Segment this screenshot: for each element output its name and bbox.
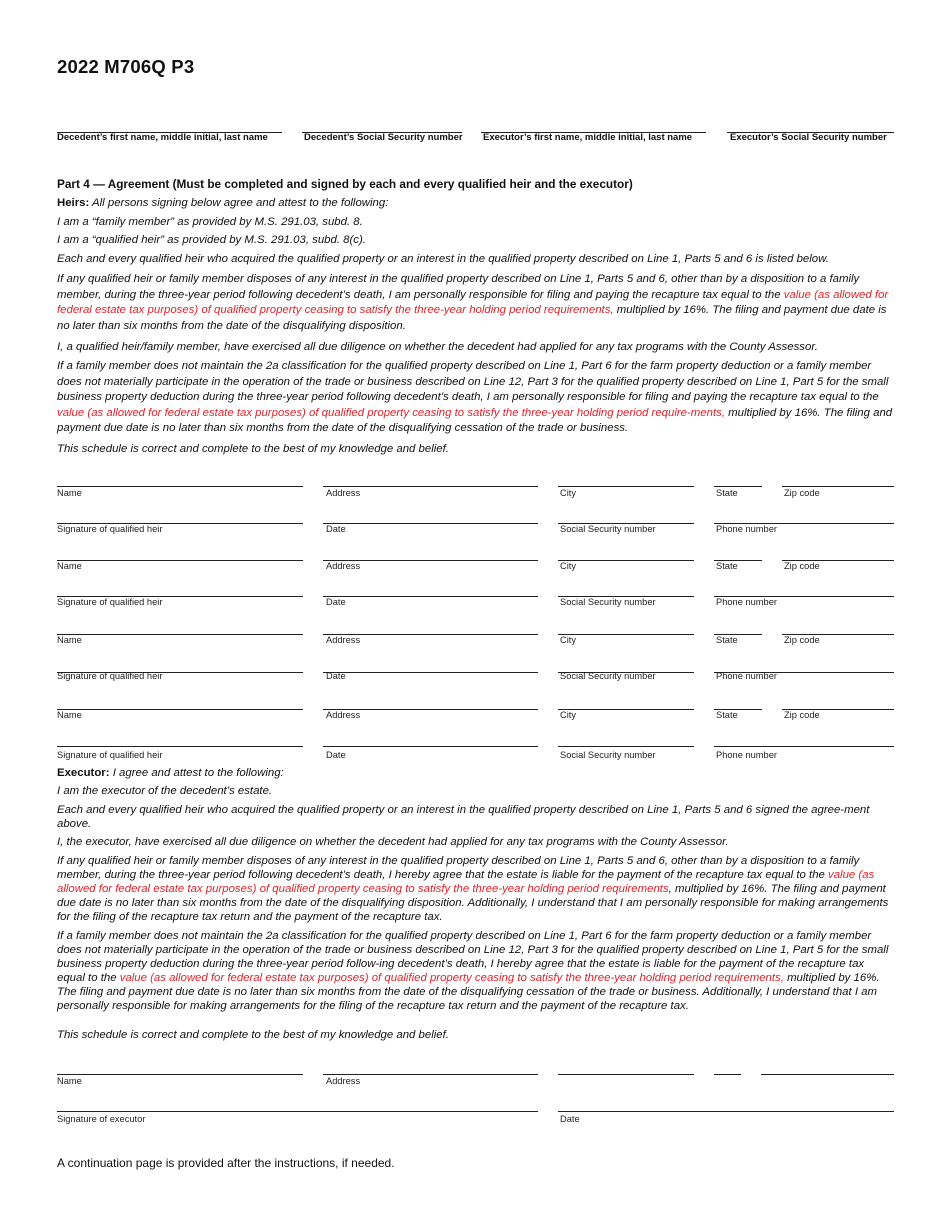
decedent-name-label: Decedent’s first name, middle initial, last name — [57, 132, 268, 143]
heir-statement-4a: If any qualified heir or family member disposes of any interest in the qualified property described on Line 1, Parts 5 and 6, other than by a disposition to a family member, during the three-year period following decedent’s death, I am personally responsible for filing and paying the recapture tax equal to the — [57, 273, 860, 301]
executor-date-field[interactable] — [558, 1111, 894, 1112]
executor-address-label: Address — [326, 1076, 361, 1086]
executor-date-label: Date — [560, 1114, 580, 1124]
heir1-name-label: Name — [57, 488, 82, 498]
executor-statement-4-highlight: value (as allowed for federal estate tax purposes) of qualified property ceasing to satisfy the three-year holding period requirements — [57, 869, 875, 895]
decedent-ssn-label: Decedent’s Social Security number — [304, 132, 463, 143]
heir-statement-6a: If a family member does not maintain the 2a classification for the qualified property described on Line 1, Part 6 for the farm property deduction or a family member does not materially participate in the operation of the trade or business described on Line 12, Part 3 for the qualified property described on Line 1, Part 5 for the small business property deduction during the three-year period following decedent’s death, I am personally responsible for filing and paying the recapture tax equal to the — [57, 360, 889, 403]
heir1-date-field[interactable] — [323, 523, 538, 524]
heir4-ssn-field[interactable] — [558, 746, 694, 747]
executor-ssn-label: Executor’s Social Security number — [730, 132, 887, 143]
heir1-city-label: City — [560, 488, 577, 498]
executor-address-field[interactable] — [323, 1074, 538, 1075]
heir-statement-3: Each and every qualified heir who acquired the qualified property or an interest in the qualified property described on Line 1, Parts 5 and 6 is listed below. — [57, 253, 829, 265]
executor-name-sign-label: Name — [57, 1076, 82, 1086]
heir2-address-label: Address — [326, 561, 361, 571]
heir2-zip-label: Zip code — [784, 561, 820, 571]
heir2-date-label: Date — [326, 597, 346, 607]
heir4-phone-label: Phone number — [716, 750, 777, 760]
heir3-date-field[interactable] — [323, 672, 538, 673]
heir4-signature-label: Signature of qualified heir — [57, 750, 163, 760]
heir1-phone-label: Phone number — [716, 524, 777, 534]
heir3-ssn-label: Social Security number — [560, 671, 656, 681]
heir1-address-label: Address — [326, 488, 361, 498]
executor-name-sign-field[interactable] — [57, 1074, 303, 1075]
executor-name-label: Executor’s first name, middle initial, last name — [483, 132, 693, 143]
heir3-signature-label: Signature of qualified heir — [57, 671, 163, 681]
heir3-date-label: Date — [326, 671, 346, 681]
heir1-state-label: State — [716, 488, 738, 498]
heir3-city-field[interactable] — [558, 634, 694, 635]
heir4-state-label: State — [716, 710, 738, 720]
executor-statement-2: Each and every qualified heir who acquired the qualified property or an interest in the qualified property described on Line 1, Parts 5 and 6 signed the agree-ment above. — [57, 804, 870, 830]
executor-statement-4a: If any qualified heir or family member disposes of any interest in the qualified property described on Line 1, Parts 5 and 6, other than by a disposition to a family member, during the three-year period following decedent’s death, I hereby agree that the estate is liable for the payment of the recapture tax equal to the — [57, 855, 860, 881]
heir1-date-label: Date — [326, 524, 346, 534]
heir-statement-1: I am a “family member” as provided by M.S. 291.03, subd. 8. — [57, 216, 363, 228]
heir2-name-label: Name — [57, 561, 82, 571]
heir2-signature-label: Signature of qualified heir — [57, 597, 163, 607]
heir-statement-2: I am a “qualified heir” as provided by M.S. 291.03, subd. 8(c). — [57, 234, 366, 246]
heir2-ssn-label: Social Security number — [560, 597, 656, 607]
heir2-date-field[interactable] — [323, 596, 538, 597]
executor-statement-5-highlight: value (as allowed for federal estate tax purposes) of qualified property ceasing to satisfy the three-year holding period requirements, — [119, 972, 784, 984]
executor-zip-field[interactable] — [761, 1074, 894, 1075]
heir4-name-label: Name — [57, 710, 82, 720]
heir-statement-6-highlight: value (as allowed for federal estate tax purposes) of qualified property ceasing to satisfy the three-year holding period require-ments, — [57, 406, 725, 419]
heir4-name-field[interactable] — [57, 709, 303, 710]
executor-statement-3: I, the executor, have exercised all due diligence on whether the decedent had applied for any tax programs with the County Assessor. — [57, 836, 729, 848]
heir2-city-field[interactable] — [558, 560, 694, 561]
executor-statement-1: I am the executor of the decedent’s estate. — [57, 785, 273, 797]
heir4-zip-label: Zip code — [784, 710, 820, 720]
executor-label: Executor: — [57, 767, 110, 779]
heir4-phone-field[interactable] — [714, 746, 894, 747]
heir4-date-label: Date — [326, 750, 346, 760]
executor-statement-4b: , multiplied by 16%. The filing and payment due date is no later than six months from the date of the disqualifying disposition. Additionally, I understand that I am personally responsible for making arrangements for the filing of the recapture tax return and the payment of the recapture tax. — [57, 883, 889, 923]
heir1-address-field[interactable] — [323, 486, 538, 487]
executor-intro — [57, 766, 895, 782]
heirs-intro-text: All persons signing below agree and attest to the following: — [92, 197, 389, 209]
heir3-address-label: Address — [326, 635, 361, 645]
heir1-state-field[interactable] — [714, 486, 762, 487]
heir1-zip-label: Zip code — [784, 488, 820, 498]
executor-statement-5b: multiplied by 16%. The filing and payment due date is no later than six months from the date of the disqualifying cessation of the trade or business. Additionally, I understand that I am personally responsible for making arrangements for the filing of the recapture tax return and the payment of the recapture tax. — [57, 972, 880, 1012]
continuation-note: A continuation page is provided after the instructions, if needed. — [57, 1156, 395, 1170]
executor-statement-4 — [57, 854, 895, 924]
form-title: 2022 M706Q P3 — [57, 56, 195, 77]
heir3-zip-label: Zip code — [784, 635, 820, 645]
heir4-city-label: City — [560, 710, 577, 720]
heir3-phone-label: Phone number — [716, 671, 777, 681]
executor-signature-field[interactable] — [57, 1111, 538, 1112]
heir4-date-field[interactable] — [323, 746, 538, 747]
heirs-label: Heirs: — [57, 197, 90, 209]
heir1-zip-field[interactable] — [782, 486, 894, 487]
heir2-name-field[interactable] — [57, 560, 303, 561]
heir1-signature-label: Signature of qualified heir — [57, 524, 163, 534]
heir-statement-4 — [57, 272, 895, 334]
heir4-ssn-label: Social Security number — [560, 750, 656, 760]
heir3-name-field[interactable] — [57, 634, 303, 635]
heir3-city-label: City — [560, 635, 577, 645]
heir4-signature-field[interactable] — [57, 746, 303, 747]
executor-state-field[interactable] — [714, 1074, 741, 1075]
heir2-city-label: City — [560, 561, 577, 571]
heir-statement-4b: multiplied by 16%. The filing and payment due date is no later than six months from the date of the disqualifying disposition. — [57, 304, 887, 332]
heir-statement-4-highlight: value (as allowed for federal estate tax purposes) of qualified property ceasing to satisfy the three-year holding period requirements, — [57, 288, 889, 316]
heir-statement-7: This schedule is correct and complete to the best of my knowledge and belief. — [57, 443, 449, 455]
heirs-intro — [57, 196, 895, 212]
executor-city-field[interactable] — [558, 1074, 694, 1075]
heir4-address-label: Address — [326, 710, 361, 720]
heir4-city-field[interactable] — [558, 709, 694, 710]
executor-statement-5a: If a family member does not maintain the 2a classification for the qualified property described on Line 1, Part 6 for the farm property deduction or a family member does not materially participate in the operation of the trade or business described on Line 12, Part 3 for the qualified property described on Line 1, Part 5 for the small business property deduction during the three-year period follow-ing decedent’s death, I hereby agree that the estate is liable for the payment of the recapture tax equal to the — [57, 930, 889, 984]
part4-title: Part 4 — Agreement (Must be completed and signed by each and every qualified heir and the executor) — [57, 177, 633, 191]
executor-statement-6: This schedule is correct and complete to the best of my knowledge and belief. — [57, 1029, 449, 1041]
heir2-phone-label: Phone number — [716, 597, 777, 607]
executor-intro-text: I agree and attest to the following: — [112, 767, 284, 779]
heir3-state-label: State — [716, 635, 738, 645]
heir1-ssn-label: Social Security number — [560, 524, 656, 534]
heir1-city-field[interactable] — [558, 486, 694, 487]
heir-statement-6b: multiplied by 16%. The filing and payment due date is no later than six months from the date of the disqualifying cessation of the trade or business. — [57, 406, 893, 434]
heir-statement-5: I, a qualified heir/family member, have exercised all due diligence on whether the decedent had applied for any tax programs with the County Assessor. — [57, 341, 818, 353]
executor-signature-label: Signature of executor — [57, 1114, 146, 1124]
heir1-name-field[interactable] — [57, 486, 303, 487]
heir2-state-label: State — [716, 561, 738, 571]
heir-statement-6 — [57, 359, 895, 437]
executor-statement-5 — [57, 929, 895, 1013]
heir3-name-label: Name — [57, 635, 82, 645]
